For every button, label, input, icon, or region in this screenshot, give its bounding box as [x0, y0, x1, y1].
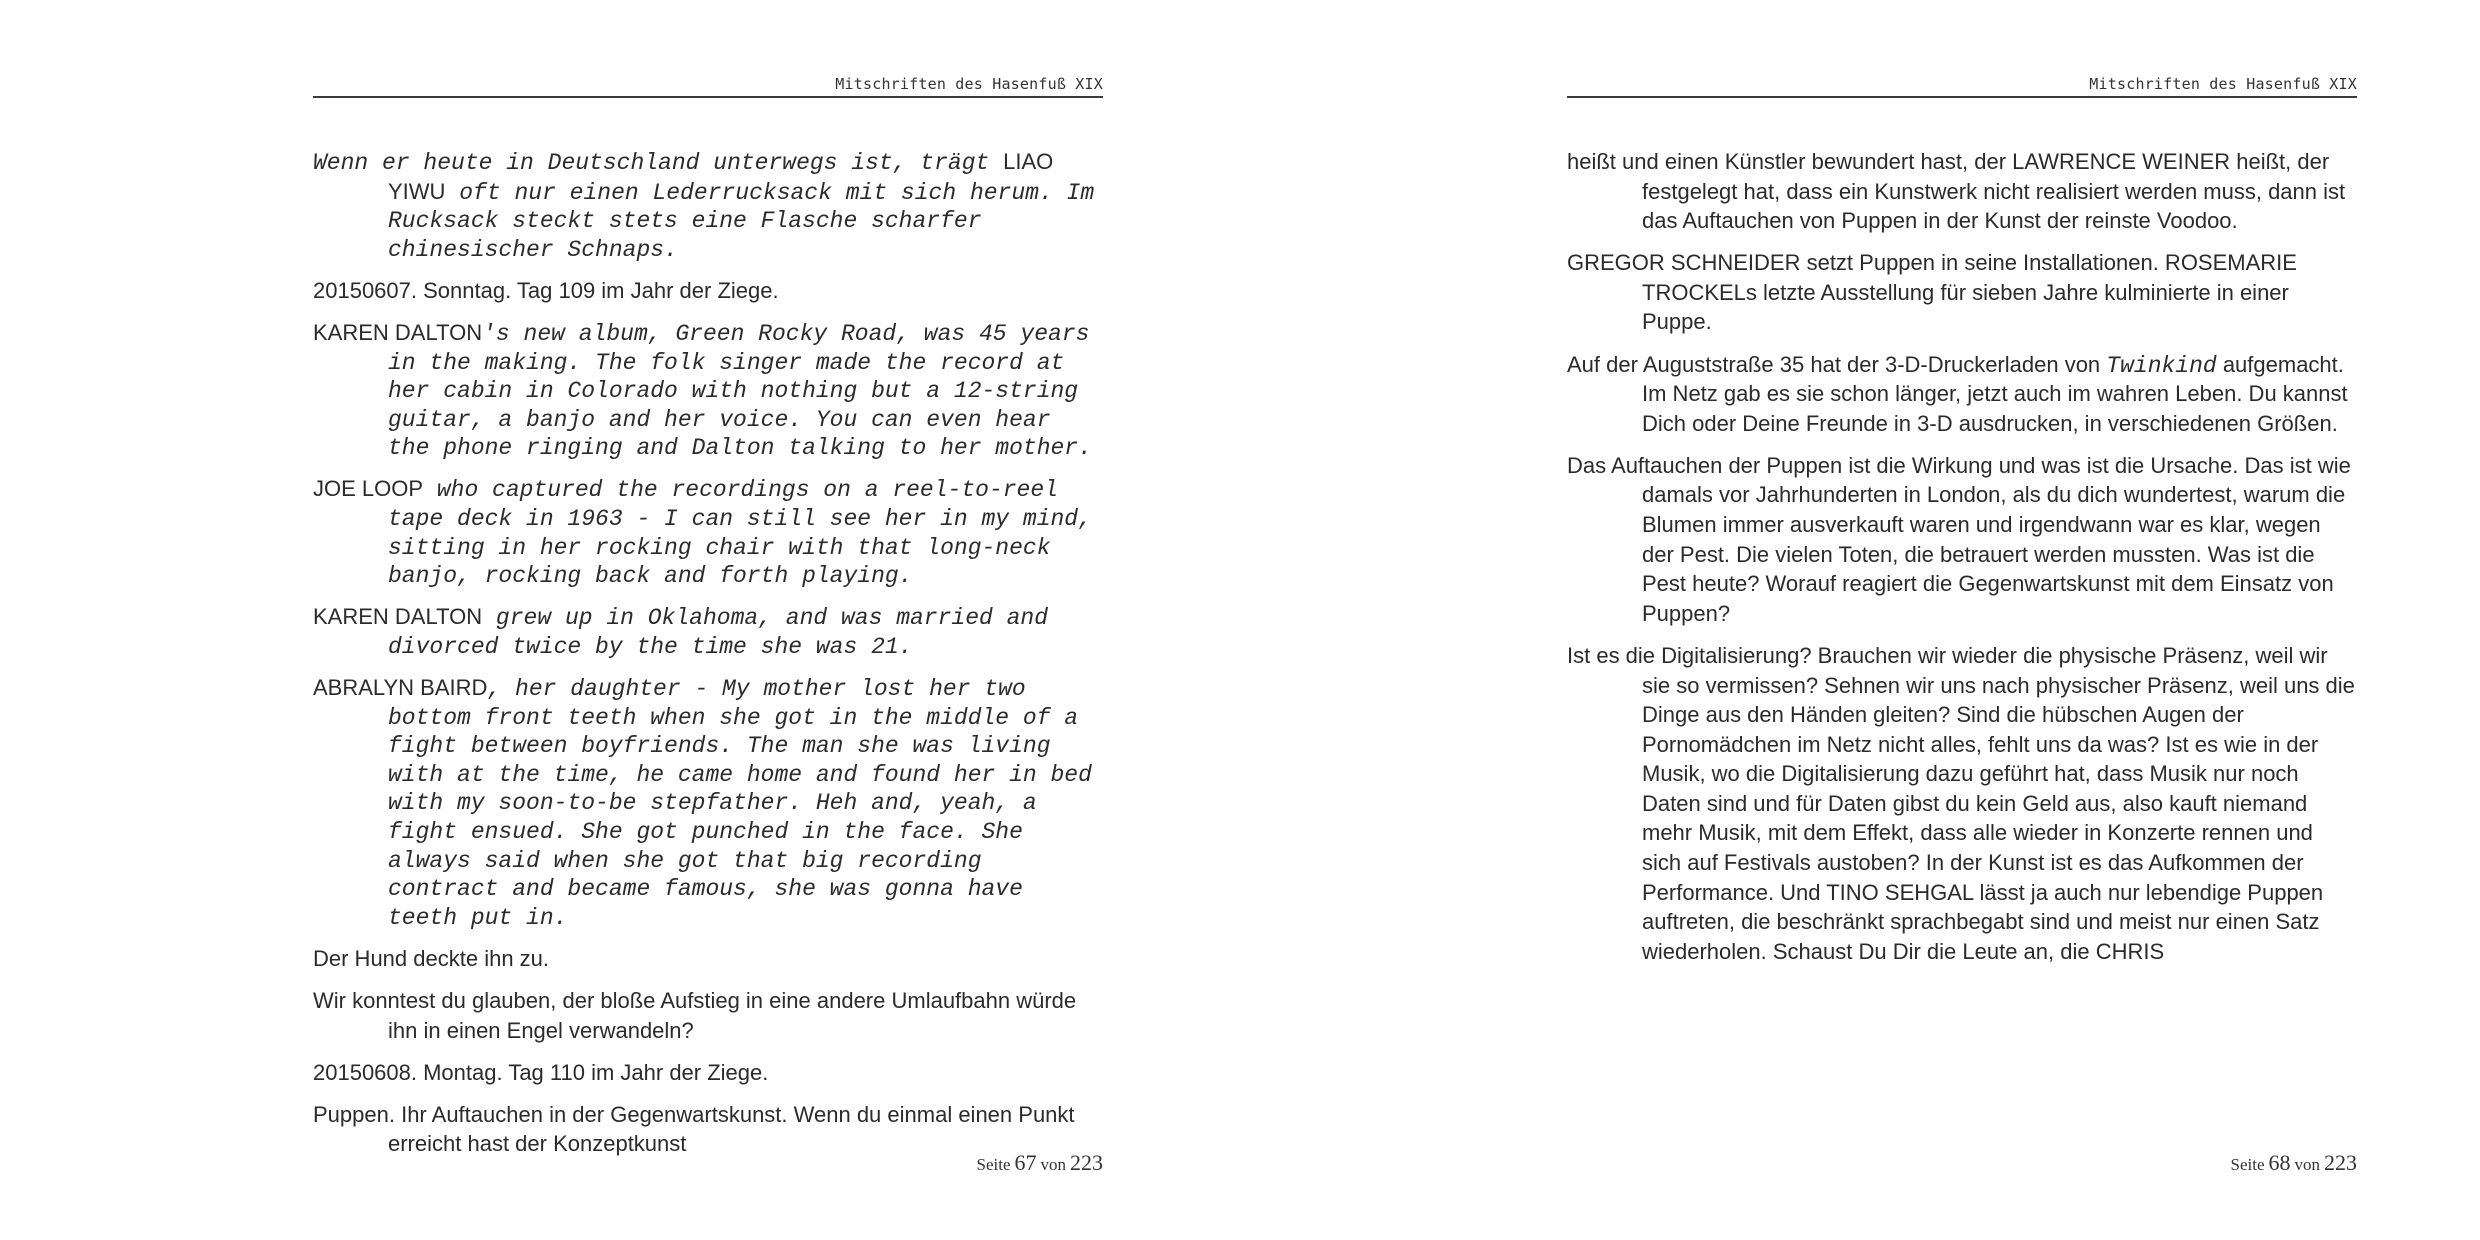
- left-page: [313, 0, 1103, 1240]
- text-run: Ist es die Digitalisierung? Brauchen wir wieder die physische Präsenz, weil wir sie so vermissen? Sehnen wir uns nach physischer Präsenz, weil uns die Dinge aus den Händen gleiten? Sind die hübschen Augen der Pornomädchen im Netz nicht alles, fehlt uns da was? Ist es wie in der Musik, wo die Digitalisierung dazu geführt hat, dass Musik nur noch Daten sind und für Daten gibst du kein Geld aus, also kauft niemand mehr Musik, mit dem Effekt, dass alle wieder in Konzerte rennen und sich auf Festivals austoben? In der Kunst ist es das Aufkommen der Performance. Und TINO SEHGAL lässt ja auch nur lebendige Puppen auftreten, die beschränkt sprachbegabt sind und meist nur einen Satz wiederholen. Schaust Du Dir die Leute an, die CHRIS: [1567, 642, 2355, 964]
- footer-von-label: von: [1040, 1155, 1066, 1174]
- paragraph: [313, 1059, 1103, 1089]
- text-run: heißt und einen Künstler bewundert hast, der LAWRENCE WEINER heißt, der festgelegt hat, dass ein Kunstwerk nicht realisiert werden muss, dann ist das Auftauchen von Puppen in der Kunst der reinste Voodoo.: [1567, 149, 2346, 234]
- italic-text-run: , her daughter - My mother lost her two bottom front teeth when she got in the middle of a fight between boyfriends. The man she was living with at the time, he came home and found her in bed with my soon-to-be stepfather. Heh and, yeah, a fight ensued. She got punched in the face. She always said when she got that big recording contract and became famous, she was gonna have teeth put in.: [388, 676, 1092, 931]
- text-run: ABRALYN BAIRD: [313, 675, 488, 700]
- page-footer: [977, 1150, 1104, 1176]
- text-run: Das Auftauchen der Puppen ist die Wirkung und was ist die Ursache. Das ist wie damals vor Jahrhunderten in London, als du dich wundertest, warum die Blumen immer ausverkauft waren und irgendwann war es klar, wegen der Pest. Die vielen Toten, die betrauert werden mussten. Was ist die Pest heute? Worauf reagiert die Gegenwartskunst mit dem Einsatz von Puppen?: [1567, 452, 2351, 626]
- running-header: Mitschriften des Hasenfuß XIX: [2089, 75, 2357, 93]
- paragraph: [313, 475, 1103, 590]
- footer-von-label: von: [2294, 1155, 2320, 1174]
- paragraph: [1567, 148, 2357, 237]
- header-rule: [313, 96, 1103, 98]
- footer-seite-label: Seite: [976, 1155, 1011, 1174]
- text-run: 20150607. Sonntag. Tag 109 im Jahr der Ziege.: [313, 277, 779, 303]
- paragraph: [313, 277, 1103, 307]
- paragraph: [313, 945, 1103, 975]
- text-run: Auf der Auguststraße 35 hat der 3-D-Druckerladen von: [1567, 351, 2107, 377]
- paragraph: [1567, 452, 2357, 630]
- page-number: 67: [1014, 1150, 1037, 1175]
- header-rule: [1567, 96, 2357, 98]
- body-text: [1567, 148, 2357, 980]
- italic-text-run: Twinkind: [2106, 352, 2217, 379]
- text-run: GREGOR SCHNEIDER setzt Puppen in seine Installationen. ROSEMARIE TROCKELs letzte Ausstellung für sieben Jahre kulminierte in einer Puppe.: [1567, 250, 2297, 335]
- running-header: Mitschriften des Hasenfuß XIX: [835, 75, 1103, 93]
- italic-text-run: oft nur einen Lederrucksack mit sich herum. Im Rucksack steckt stets eine Flasche scharfer chinesischer Schnaps.: [388, 179, 1095, 263]
- italic-text-run: Wenn er heute in Deutschland unterwegs ist, trägt: [313, 150, 1004, 176]
- body-text: [313, 148, 1103, 1172]
- paragraph: [1567, 642, 2357, 968]
- paragraph: [313, 987, 1103, 1046]
- page-footer: [2231, 1150, 2358, 1176]
- page-total: 223: [1070, 1150, 1103, 1175]
- paragraph: [313, 603, 1103, 661]
- text-run: LIAO YIWU: [388, 149, 1054, 204]
- page-total: 223: [2324, 1150, 2357, 1175]
- paragraph: [313, 674, 1103, 932]
- italic-text-run: who captured the recordings on a reel-to-reel tape deck in 1963 - I can still see her in my mind, sitting in her rocking chair with that long-neck banjo, rocking back and forth playing.: [388, 477, 1092, 590]
- text-run: Puppen. Ihr Auftauchen in der Gegenwartskunst. Wenn du einmal einen Punkt erreicht hast der Konzeptkunst: [313, 1101, 1075, 1157]
- text-run: KAREN DALTON: [313, 604, 483, 630]
- text-run: Der Hund deckte ihn zu.: [313, 945, 550, 971]
- text-run: aufgemacht. Im Netz gab es sie schon länger, jetzt auch im wahren Leben. Du kannst Dich oder Deine Freunde in 3-D ausdrucken, in verschiedenen Größen.: [1642, 351, 2348, 436]
- text-run: JOE LOOP: [313, 476, 424, 502]
- page-number: 68: [2268, 1150, 2291, 1175]
- paragraph: [313, 148, 1103, 264]
- paragraph: [1567, 351, 2357, 440]
- footer-seite-label: Seite: [2230, 1155, 2265, 1174]
- italic-text-run: grew up in Oklahoma, and was married and divorced twice by the time she was 21.: [388, 605, 1049, 660]
- text-run: Wir konntest du glauben, der bloße Aufstieg in eine andere Umlaufbahn würde ihn in einen Engel verwandeln?: [313, 987, 1077, 1043]
- text-run: 20150608. Montag. Tag 110 im Jahr der Ziege.: [313, 1059, 769, 1085]
- paragraph: [313, 319, 1103, 463]
- text-run: KAREN DALTON: [313, 319, 483, 345]
- paragraph: [1567, 249, 2357, 338]
- italic-text-run: 's new album, Green Rocky Road, was 45 years in the making. The folk singer made the record at her cabin in Colorado with nothing but a 12-string guitar, a banjo and her voice. You can even hear the phone ringing and Dalton talking to her mother.: [388, 320, 1092, 462]
- right-page: [1567, 0, 2357, 1240]
